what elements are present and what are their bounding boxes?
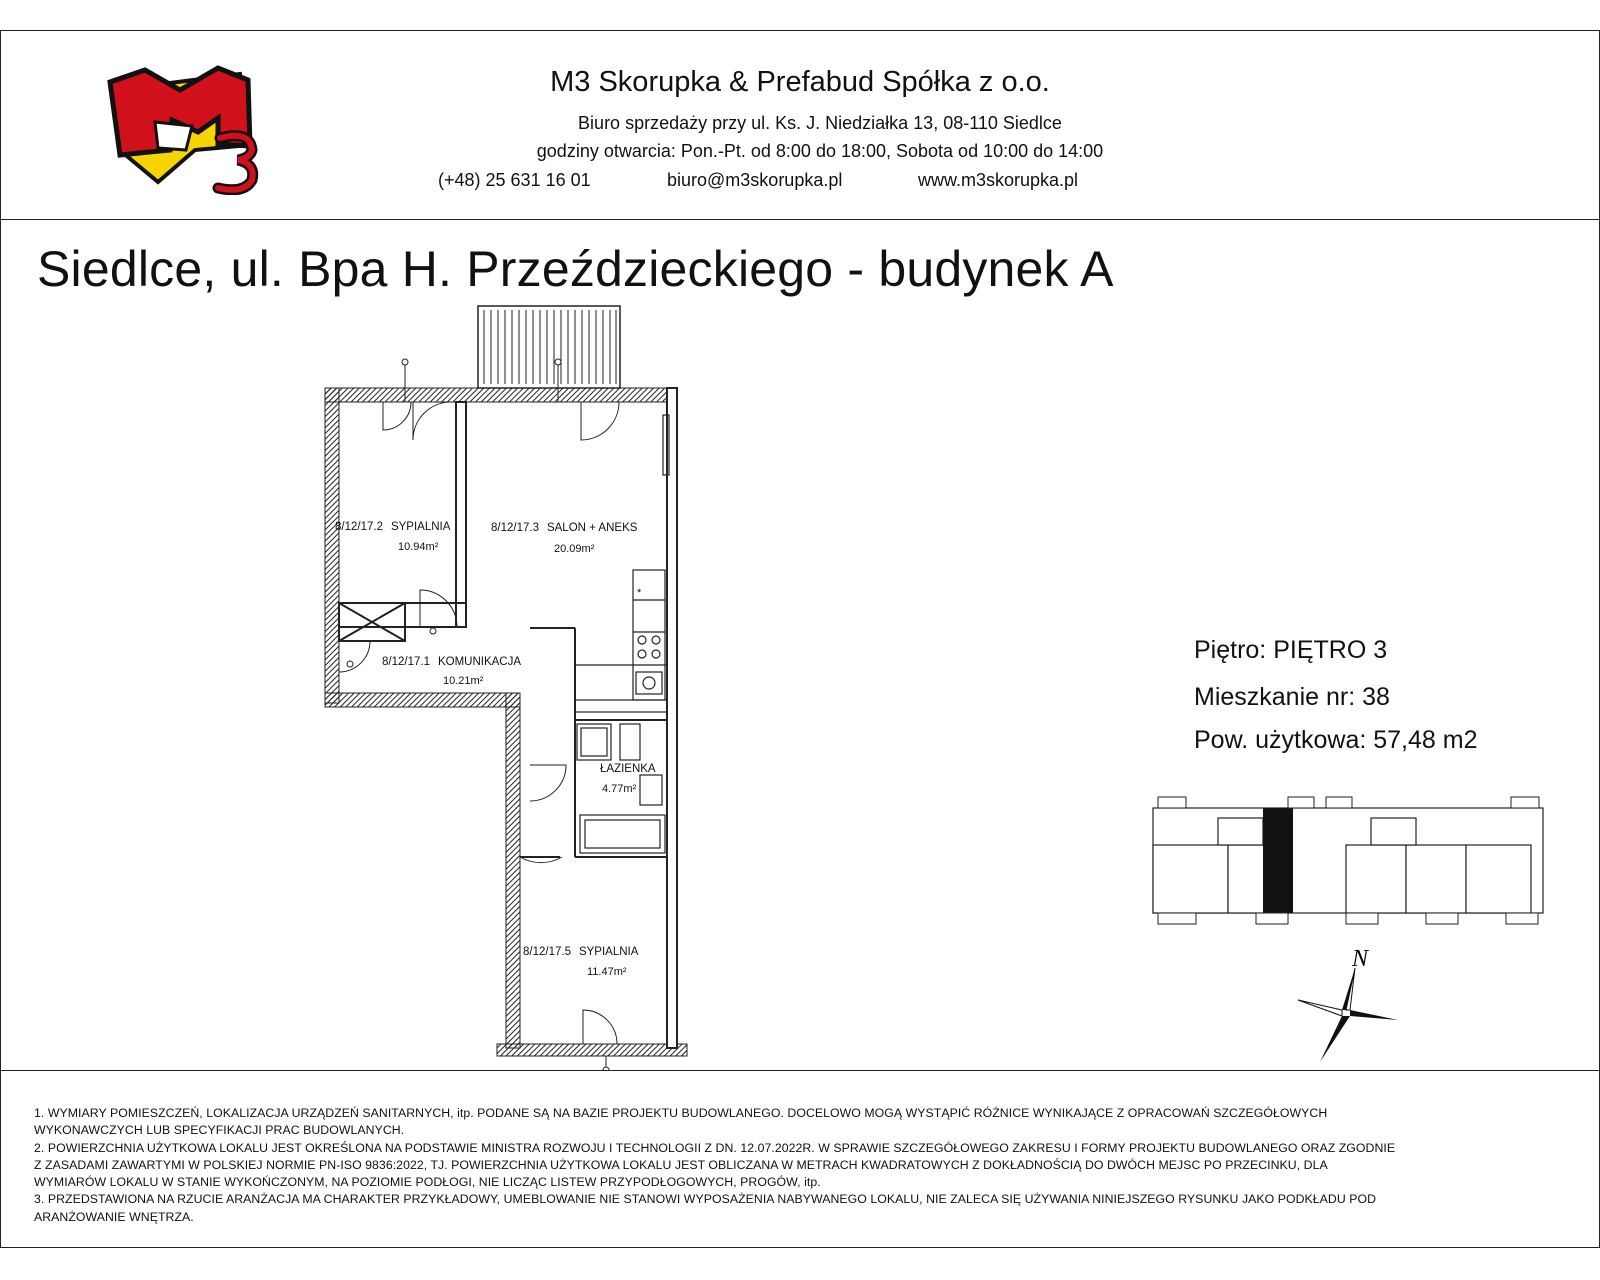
room-label-hallway [382,656,521,687]
website-link[interactable]: www.m3skorupka.pl [918,170,1079,190]
svg-text:20.09m²: 20.09m² [554,543,595,555]
floor-info: Piętro: PIĘTRO 3 [1194,636,1388,664]
svg-text:*: * [637,587,642,599]
selected-stairwell [1263,808,1293,913]
svg-text:8/12/17.5SYPIALNIA: 8/12/17.5 SYPIALNIA [523,946,639,958]
note-line: ARANŻOWANIE WNĘTRZA. [34,1209,194,1224]
note-line: WYMIARÓW LOKALU W STANIE WYKOŃCZONYM, NA POZIOMIE PODŁOGI, NIE LICZĄC LISTEW PRZYPODŁOGOWYCH, PROGÓW, itp. [34,1175,821,1190]
building-key-plan [1146,790,1556,940]
svg-text:10.94m²: 10.94m² [398,541,439,553]
svg-text:4.77m²: 4.77m² [602,783,637,795]
note-line: 1. WYMIARY POMIESZCZEŃ, LOKALIZACJA URZĄDZEŃ SANITARNYCH, itp. PODANE SĄ NA BAZIE PROJEKTU BUDOWLANEGO. DOCELOWO MOGĄ WYSTĄPIĆ RÓŻNICE WYNIKAJĄCE Z OPRACOWAŃ SZCZEGÓŁOWYCH [34,1106,1328,1120]
note-line: Z ZASADAMI ZAWARTYMI W POLSKIEJ NORMIE PN-ISO 9836:2022, TJ. POWIERZCHNIA UŻYTKOWA LOKALU JEST OBLICZANA W METRACH KWADRATOWYCH Z DOKŁADNOŚCIĄ DO DWÓCH MEJSC PO PRZECINKU, DLA [34,1157,1328,1172]
room-label-bedroom-2 [523,946,639,978]
balcony [478,306,620,388]
compass-north-label: N [1352,950,1369,972]
note-line: WYKONAWCZYCH LUB SPECYFIKACJI PRAC BUDOWLANYCH. [34,1123,405,1138]
svg-text:8/12/17.3SALON + ANEKS: 8/12/17.3 SALON + ANEKS [491,522,638,534]
usable-area: Pow. użytkowa: 57,48 m2 [1194,726,1478,754]
svg-text:8/12/17.1KOMUNIKACJA: 8/12/17.1 KOMUNIKACJA [382,656,522,668]
svg-text:10.21m²: 10.21m² [443,675,484,687]
room-label-bathroom [600,763,656,795]
company-name: M3 Skorupka & Prefabud Spółka z o.o. [550,66,1050,98]
opening-hours: godziny otwarcia: Pon.-Pt. od 8:00 do 18:00, Sobota od 10:00 do 14:00 [536,141,1104,161]
email-link[interactable]: biuro@m3skorupka.pl [667,170,843,190]
apartment-floor-plan [310,300,710,1070]
phone-number: (+48) 25 631 16 01 [438,170,591,190]
svg-text:8/12/17.2SYPIALNIA: 8/12/17.2 SYPIALNIA [335,521,451,533]
page-title: Siedlce, ul. Bpa H. Przeździeckiego - budynek A [37,241,1114,297]
apartment-number: Mieszkanie nr: 38 [1194,683,1390,711]
note-line: 3. PRZEDSTAWIONA NA RZUCIE ARANŻACJA MA CHARAKTER PRZYKŁADOWY, UMEBLOWANIE NIE STANOWI WYPOSAŻENIA NABYWANEGO LOKALU, NIE ZALECA SIĘ UŻYWANIA NINIEJSZEGO RYSUNKU JAKO PODKŁADU POD [34,1192,1377,1207]
room-label-bedroom-1 [335,521,451,553]
north-compass-icon [1290,950,1405,1075]
sales-office-address: Biuro sprzedaży przy ul. Ks. J. Niedziałka 13, 08-110 Siedlce [578,113,1062,133]
header-divider [0,219,1600,220]
room-label-living-kitchen [491,522,638,555]
svg-text:11.47m²: 11.47m² [587,966,627,978]
svg-text:ŁAZIENKA: ŁAZIENKA [600,763,656,775]
legal-notes [34,1105,1574,1226]
note-line: 2. POWIERZCHNIA UŻYTKOWA LOKALU JEST OKREŚLONA NA PODSTAWIE MINISTRA ROZWOJU I TECHNOLOGII Z DN. 12.07.2022R. W SPRAWIE SZCZEGÓŁOWEGO ZAKRESU I FORMY PROJEKTU BUDOWLANEGO ORAZ ZGODNIE [34,1140,1396,1155]
